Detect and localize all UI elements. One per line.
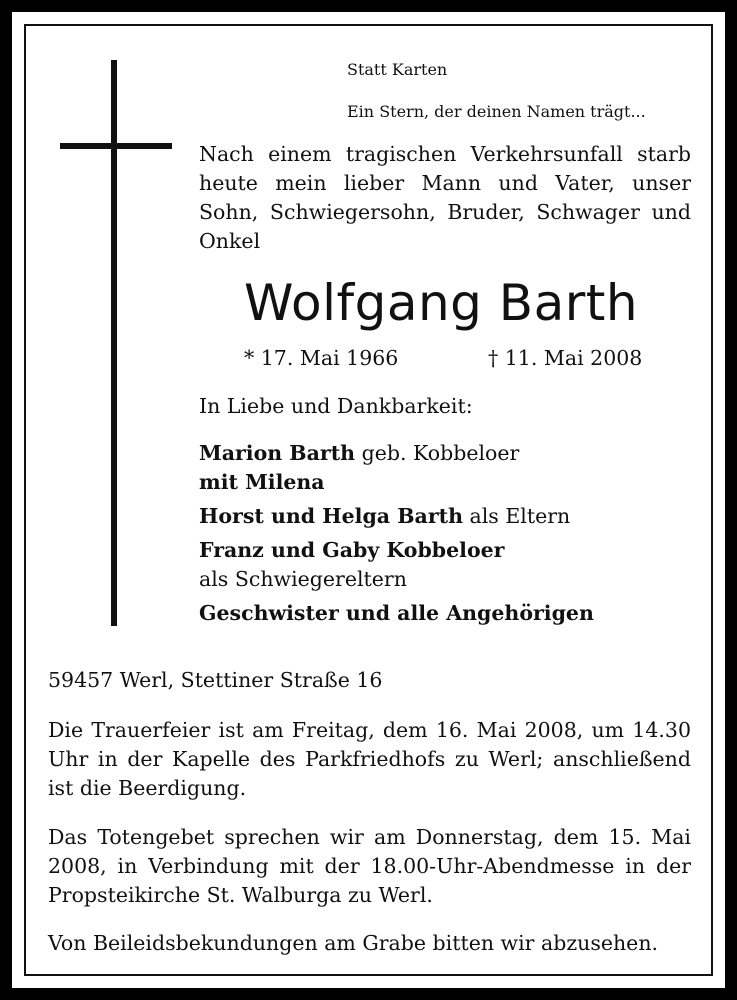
closing-note: Von Beileidsbekundungen am Grabe bitten wir abzusehen.: [48, 931, 659, 955]
funeral-paragraph: [48, 716, 691, 803]
cross-icon-horizontal: [60, 143, 172, 149]
mourner-name: Marion Barth: [199, 441, 356, 465]
mourner-name: Geschwister und alle Angehörigen: [199, 601, 594, 625]
mourner-line: [199, 599, 594, 628]
notice-border: [24, 24, 713, 976]
prayer-line: Das Totengebet sprechen wir am Donnerstag, dem 15. Mai: [48, 825, 691, 849]
prayer-line: Propsteikirche St. Walburga zu Werl.: [48, 883, 433, 907]
mourner-line: [199, 502, 570, 531]
death-date: † 11. Mai 2008: [488, 346, 643, 370]
prayer-paragraph: [48, 823, 691, 910]
funeral-line: ist die Beerdigung.: [48, 776, 247, 800]
mourner-note: als Schwiegereltern: [199, 567, 407, 591]
mourner-note: als Eltern: [463, 504, 571, 528]
intro-line: Sohn, Schwiegersohn, Bruder, Schwager und: [199, 200, 691, 224]
notice-frame: [12, 12, 725, 988]
dedication: In Liebe und Dankbarkeit:: [199, 394, 473, 418]
address: 59457 Werl, Stettiner Straße 16: [48, 668, 383, 692]
mourner-line: [199, 536, 504, 565]
intro-line: heute mein lieber Mann und Vater, unser: [199, 171, 691, 195]
intro-line: Onkel: [199, 229, 261, 253]
intro-paragraph: [199, 140, 691, 256]
prayer-line: 2008, in Verbindung mit der 18.00-Uhr-Abendmesse in der: [48, 854, 691, 878]
mourner-name: Franz und Gaby Kobbeloer: [199, 538, 505, 562]
motto: Ein Stern, der deinen Namen trägt...: [347, 102, 646, 121]
mourner-line: [199, 468, 325, 497]
funeral-line: Die Trauerfeier ist am Freitag, dem 16. Mai 2008, um 14.30: [48, 718, 691, 742]
mourner-note: geb. Kobbeloer: [355, 441, 520, 465]
mourner-line: [199, 565, 407, 594]
statt-karten: Statt Karten: [347, 60, 448, 79]
birth-date: * 17. Mai 1966: [244, 346, 399, 370]
intro-line: Nach einem tragischen Verkehrsunfall starb: [199, 142, 691, 166]
mourner-name: Horst und Helga Barth: [199, 504, 464, 528]
mourner-line: [199, 439, 519, 468]
deceased-name: Wolfgang Barth: [244, 274, 639, 332]
mourner-name: mit Milena: [199, 470, 325, 494]
funeral-line: Uhr in der Kapelle des Parkfriedhofs zu Werl; anschließend: [48, 747, 691, 771]
